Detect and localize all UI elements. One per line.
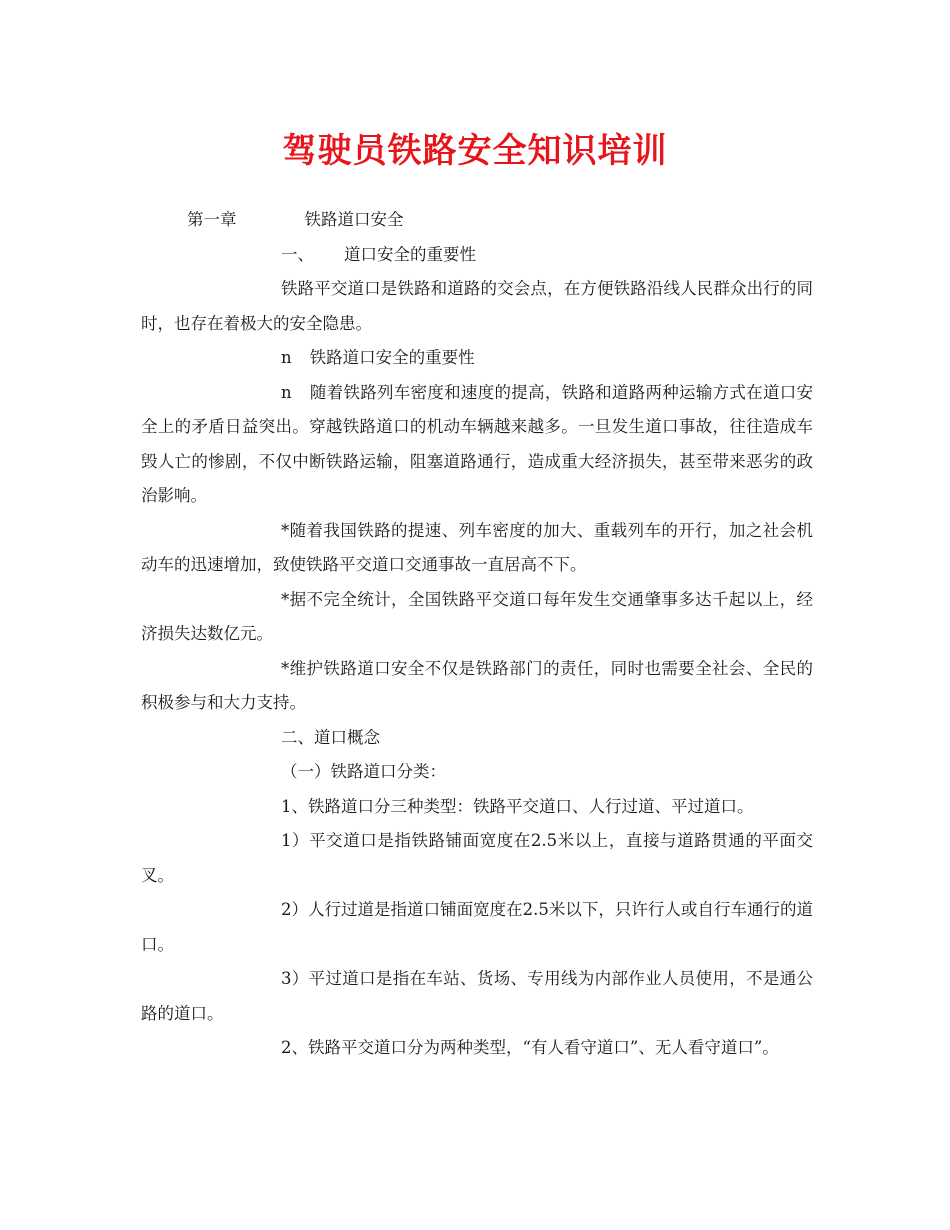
- section-heading: [141, 238, 813, 273]
- section-title: 道口安全的重要性: [344, 244, 476, 264]
- bullet-text: 铁路道口安全的重要性: [309, 348, 475, 367]
- list-item: 2、铁路平交道口分为两种类型，“有人看守道口”、无人看守道口”。: [281, 1038, 779, 1057]
- bullet-text: 随着铁路列车密度和速度的提高，铁路和道路两种运输方式在道口安全上的矛盾日益突出。穿越铁路道口的机动车辆越来越多。一旦发生道口事故，往往造成车毁人亡的惨剧，不仅中断铁路运输，阻塞道路通行，造成重大经济损失，甚至带来恶劣的政治影响。: [141, 382, 813, 505]
- list-item: 3）平过道口是指在车站、货场、专用线为内部作业人员使用，不是通公路的道口。: [141, 969, 813, 1023]
- paragraph: *维护铁路道口安全不仅是铁路部门的责任，同时也需要全社会、全民的积极参与和大力支持。: [141, 658, 813, 712]
- section-heading: 二、道口概念: [281, 727, 380, 747]
- paragraph: 铁路平交道口是铁路和道路的交会点，在方便铁路沿线人民群众出行的同时，也存在着极大的安全隐患。: [141, 279, 813, 333]
- chapter-heading: [141, 203, 813, 238]
- document-body: [141, 203, 813, 1066]
- list-item: 1）平交道口是指铁路铺面宽度在2.5米以上，直接与道路贯通的平面交叉。: [141, 831, 813, 885]
- document-title: 驾驶员铁路安全知识培训: [282, 131, 668, 171]
- paragraph: *据不完全统计，全国铁路平交道口每年发生交通肇事多达千起以上，经济损失达数亿元。: [141, 589, 813, 643]
- chapter-number: 第一章: [187, 210, 237, 229]
- list-item: 1、铁路道口分三种类型：铁路平交道口、人行过道、平过道口。: [281, 796, 754, 816]
- list-item: 2）人行过道是指道口铺面宽度在2.5米以下，只许行人或自行车通行的道口。: [141, 900, 813, 954]
- bullet-item: [141, 376, 813, 514]
- subsection-heading: （一）铁路道口分类：: [281, 762, 446, 781]
- bullet-item: [141, 341, 813, 376]
- chapter-name: 铁路道口安全: [304, 210, 404, 229]
- bullet-marker: n: [281, 382, 292, 402]
- paragraph: *随着我国铁路的提速、列车密度的加大、重载列车的开行，加之社会机动车的迅速增加，致使铁路平交道口交通事故一直居高不下。: [141, 520, 813, 574]
- bullet-marker: n: [281, 348, 292, 367]
- section-number: 一、: [281, 244, 314, 264]
